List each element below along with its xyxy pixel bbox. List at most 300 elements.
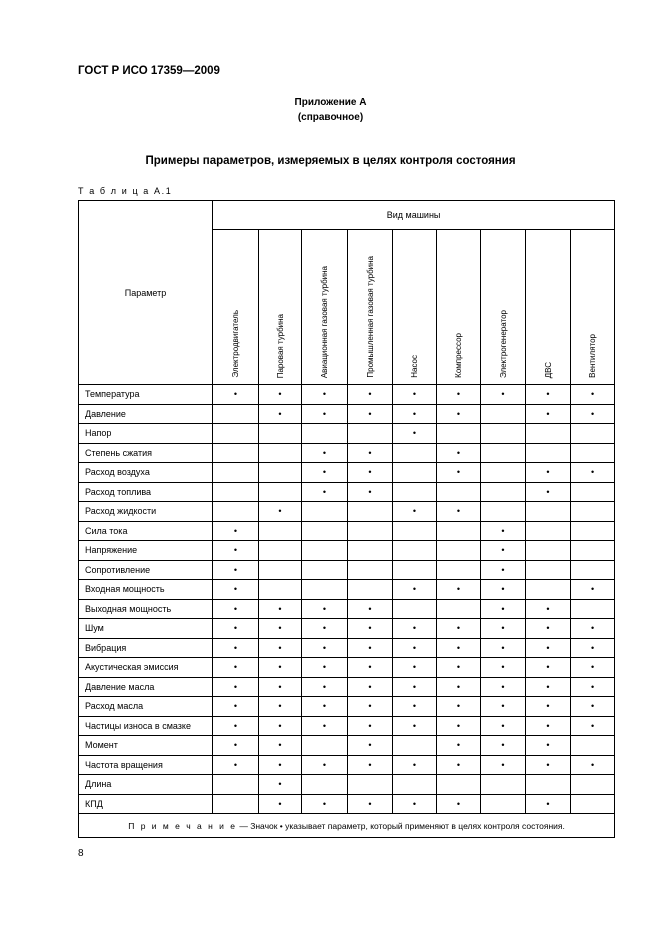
bullet-mark: • [322,720,327,731]
table-row [79,463,615,483]
mark-cell [481,794,526,814]
bullet-mark: • [322,486,327,497]
mark-cell [393,560,437,580]
parameter-name: Расход жидкости [79,502,213,522]
machine-column-header [571,230,615,385]
bullet-mark: • [590,467,595,478]
mark-cell [302,424,348,444]
mark-cell [393,755,437,775]
table-row [79,736,615,756]
mark-cell [481,482,526,502]
mark-cell [259,463,302,483]
mark-cell [213,541,259,561]
bullet-mark: • [278,603,282,614]
mark-cell [571,482,615,502]
mark-cell [213,521,259,541]
mark-cell [437,775,481,795]
bullet-mark: • [368,681,372,692]
machine-column-header [213,230,259,385]
parameter-name: Шум [79,619,213,639]
mark-cell [481,638,526,658]
machine-label: Электрогенератор [498,309,508,378]
bullet-mark: • [456,447,461,458]
mark-cell [526,638,571,658]
bullet-mark: • [233,759,238,770]
bullet-mark: • [412,681,417,692]
mark-cell [526,736,571,756]
parameter-name: Температура [79,385,213,405]
machine-column-header [481,230,526,385]
bullet-mark: • [501,662,505,673]
mark-cell [437,658,481,678]
table-row [79,697,615,717]
mark-cell [437,560,481,580]
bullet-mark: • [412,506,417,517]
mark-cell [526,424,571,444]
mark-cell [348,541,393,561]
bullet-mark: • [456,798,461,809]
note-label: П р и м е ч а н и е [128,820,237,831]
bullet-mark: • [233,623,238,634]
bullet-mark: • [233,545,238,556]
mark-cell [259,755,302,775]
annex-heading [0,95,661,125]
machine-column-header [526,230,571,385]
bullet-mark: • [456,759,461,770]
mark-cell [302,463,348,483]
bullet-mark: • [233,740,238,751]
mark-cell [259,697,302,717]
bullet-mark: • [233,701,238,712]
bullet-mark: • [456,681,461,692]
mark-cell [213,560,259,580]
bullet-mark: • [368,389,372,400]
machine-label: Паровая турбина [275,313,285,378]
bullet-mark: • [368,486,372,497]
mark-cell [571,502,615,522]
parameter-name: Напряжение [79,541,213,561]
mark-cell [348,775,393,795]
bullet-mark: • [546,681,550,692]
mark-cell [348,697,393,717]
mark-cell [348,424,393,444]
mark-cell [393,697,437,717]
mark-cell [302,599,348,619]
mark-cell [259,443,302,463]
mark-cell [393,638,437,658]
mark-cell [259,716,302,736]
mark-cell [481,677,526,697]
bullet-mark: • [233,584,238,595]
table-note [79,814,615,838]
mark-cell [437,482,481,502]
mark-cell [259,541,302,561]
mark-cell [437,794,481,814]
mark-cell [437,424,481,444]
bullet-mark: • [501,681,505,692]
page-title: Примеры параметров, измеряемых в целях контроля состояния [145,155,516,167]
bullet-mark: • [412,584,417,595]
mark-cell [526,463,571,483]
parameters-table [78,200,615,838]
mark-cell [481,443,526,463]
mark-cell [302,638,348,658]
parameter-name: Сила тока [79,521,213,541]
machine-type-group-header: Вид машины [213,201,615,230]
mark-cell [571,658,615,678]
bullet-mark: • [322,467,327,478]
table-row [79,482,615,502]
mark-cell [302,794,348,814]
bullet-mark: • [233,662,238,673]
mark-cell [526,385,571,405]
mark-cell [526,677,571,697]
mark-cell [526,482,571,502]
machine-column-header [348,230,393,385]
mark-cell [213,755,259,775]
mark-cell [526,541,571,561]
bullet-mark: • [322,681,327,692]
mark-cell [437,736,481,756]
machine-label: ДВС [543,361,553,378]
mark-cell [213,404,259,424]
bullet-mark: • [278,798,282,809]
mark-cell [259,580,302,600]
bullet-mark: • [501,603,505,614]
mark-cell [213,580,259,600]
bullet-mark: • [412,428,417,439]
bullet-mark: • [546,623,550,634]
table-row [79,755,615,775]
mark-cell [213,463,259,483]
parameter-name: Давление масла [79,677,213,697]
mark-cell [302,482,348,502]
bullet-mark: • [368,662,372,673]
bullet-mark: • [456,467,461,478]
bullet-mark: • [501,759,505,770]
bullet-mark: • [546,486,550,497]
mark-cell [481,697,526,717]
bullet-mark: • [278,642,282,653]
bullet-mark: • [322,798,327,809]
mark-cell [348,443,393,463]
mark-cell [302,580,348,600]
mark-cell [348,619,393,639]
mark-cell [348,755,393,775]
bullet-mark: • [368,447,372,458]
bullet-mark: • [456,623,461,634]
mark-cell [213,482,259,502]
bullet-mark: • [278,662,282,673]
bullet-mark: • [501,701,505,712]
bullet-mark: • [456,389,461,400]
mark-cell [259,385,302,405]
mark-cell [393,482,437,502]
mark-cell [302,385,348,405]
parameter-name: Расход масла [79,697,213,717]
mark-cell [302,502,348,522]
mark-cell [213,677,259,697]
bullet-mark: • [322,701,327,712]
bullet-mark: • [278,779,282,790]
bullet-mark: • [590,408,595,419]
bullet-mark: • [456,642,461,653]
mark-cell [259,521,302,541]
mark-cell [259,736,302,756]
bullet-mark: • [501,642,505,653]
mark-cell [213,697,259,717]
mark-cell [302,404,348,424]
parameter-name: Момент [79,736,213,756]
mark-cell [213,443,259,463]
mark-cell [571,775,615,795]
bullet-mark: • [456,584,461,595]
mark-cell [481,385,526,405]
mark-cell [437,404,481,424]
mark-cell [259,482,302,502]
bullet-mark: • [501,584,505,595]
bullet-mark: • [322,662,327,673]
mark-cell [526,755,571,775]
mark-cell [526,580,571,600]
mark-cell [437,599,481,619]
table-row [79,541,615,561]
mark-cell [571,638,615,658]
bullet-mark: • [278,740,282,751]
bullet-mark: • [412,662,417,673]
mark-cell [348,463,393,483]
bullet-mark: • [501,545,505,556]
mark-cell [348,658,393,678]
page-number: 8 [78,848,84,859]
mark-cell [302,619,348,639]
mark-cell [526,404,571,424]
table-row [79,404,615,424]
bullet-mark: • [412,389,417,400]
machine-column-header [259,230,302,385]
bullet-mark: • [546,740,550,751]
mark-cell [481,599,526,619]
mark-cell [571,541,615,561]
bullet-mark: • [278,701,282,712]
bullet-mark: • [546,798,550,809]
bullet-mark: • [546,408,550,419]
bullet-mark: • [278,681,282,692]
mark-cell [526,658,571,678]
mark-cell [571,580,615,600]
mark-cell [526,697,571,717]
machine-label: Авиационная газовая турбина [320,265,329,378]
parameter-name: Расход топлива [79,482,213,502]
bullet-mark: • [546,642,550,653]
bullet-mark: • [412,798,417,809]
bullet-mark: • [278,506,282,517]
mark-cell [348,599,393,619]
bullet-mark: • [368,467,372,478]
mark-cell [571,716,615,736]
mark-cell [571,521,615,541]
table-row [79,619,615,639]
machine-label: Компрессор [454,333,463,378]
mark-cell [526,502,571,522]
bullet-mark: • [456,662,461,673]
bullet-mark: • [501,623,505,634]
mark-cell [259,677,302,697]
bullet-mark: • [368,603,372,614]
mark-cell [437,463,481,483]
table-row [79,716,615,736]
mark-cell [393,677,437,697]
mark-cell [526,521,571,541]
annex-subtitle: (справочное) [297,112,364,123]
table-row [79,580,615,600]
mark-cell [571,385,615,405]
bullet-mark: • [233,720,238,731]
bullet-mark: • [233,681,238,692]
parameter-name: Давление [79,404,213,424]
mark-cell [437,541,481,561]
parameter-name: Напор [79,424,213,444]
machine-column-header [302,230,348,385]
table-row [79,775,615,795]
mark-cell [302,755,348,775]
bullet-mark: • [322,642,327,653]
mark-cell [571,755,615,775]
mark-cell [393,619,437,639]
mark-cell [571,736,615,756]
mark-cell [213,638,259,658]
mark-cell [437,580,481,600]
table-row [79,638,615,658]
mark-cell [481,580,526,600]
mark-cell [481,716,526,736]
mark-cell [259,775,302,795]
bullet-mark: • [546,662,550,673]
mark-cell [481,404,526,424]
bullet-mark: • [368,740,372,751]
mark-cell [437,755,481,775]
mark-cell [393,716,437,736]
bullet-mark: • [590,720,595,731]
bullet-mark: • [590,662,595,673]
parameter-name: Выходная мощность [79,599,213,619]
mark-cell [526,619,571,639]
bullet-mark: • [278,759,282,770]
mark-cell [437,677,481,697]
table-row [79,677,615,697]
machine-label: Вентилятор [588,334,598,378]
bullet-mark: • [412,408,417,419]
table-row [79,794,615,814]
mark-cell [481,521,526,541]
table-row [79,443,615,463]
machine-column-header [437,230,481,385]
bullet-mark: • [368,701,372,712]
mark-cell [348,716,393,736]
mark-cell [259,560,302,580]
table-row [79,521,615,541]
mark-cell [571,697,615,717]
bullet-mark: • [233,642,238,653]
bullet-mark: • [322,623,327,634]
mark-cell [526,443,571,463]
mark-cell [213,424,259,444]
bullet-mark: • [456,720,461,731]
mark-cell [393,580,437,600]
mark-cell [348,502,393,522]
mark-cell [437,638,481,658]
mark-cell [571,560,615,580]
bullet-mark: • [546,603,550,614]
mark-cell [302,716,348,736]
mark-cell [393,404,437,424]
mark-cell [393,794,437,814]
table-row [79,560,615,580]
mark-cell [481,736,526,756]
table-row [79,385,615,405]
mark-cell [526,716,571,736]
bullet-mark: • [233,564,238,575]
bullet-mark: • [501,525,505,536]
parameter-name: Расход воздуха [79,463,213,483]
table-body [79,385,615,814]
mark-cell [571,794,615,814]
bullet-mark: • [322,759,327,770]
mark-cell [302,521,348,541]
mark-cell [526,560,571,580]
mark-cell [393,599,437,619]
parameter-name: Сопротивление [79,560,213,580]
mark-cell [481,775,526,795]
bullet-mark: • [233,525,238,536]
mark-cell [526,599,571,619]
table-head [79,201,615,385]
header-row-group [79,201,615,230]
bullet-mark: • [233,603,238,614]
mark-cell [393,658,437,678]
bullet-mark: • [590,642,595,653]
mark-cell [571,463,615,483]
table-label: Т а б л и ц а А.1 [78,186,173,196]
bullet-mark: • [322,603,327,614]
bullet-mark: • [412,623,417,634]
bullet-mark: • [590,681,595,692]
bullet-mark: • [501,740,505,751]
mark-cell [437,521,481,541]
mark-cell [302,736,348,756]
mark-cell [213,775,259,795]
table-row [79,599,615,619]
mark-cell [393,541,437,561]
mark-cell [302,775,348,795]
bullet-mark: • [456,701,461,712]
mark-cell [348,580,393,600]
annex-title: Приложение А [294,97,367,108]
mark-cell [302,541,348,561]
mark-cell [393,443,437,463]
mark-cell [213,385,259,405]
note-row [79,814,615,838]
mark-cell [481,463,526,483]
bullet-mark: • [501,564,505,575]
mark-cell [259,404,302,424]
mark-cell [302,677,348,697]
bullet-mark: • [233,389,238,400]
mark-cell [348,736,393,756]
mark-cell [571,424,615,444]
mark-cell [213,619,259,639]
machine-label: Насос [410,355,419,378]
